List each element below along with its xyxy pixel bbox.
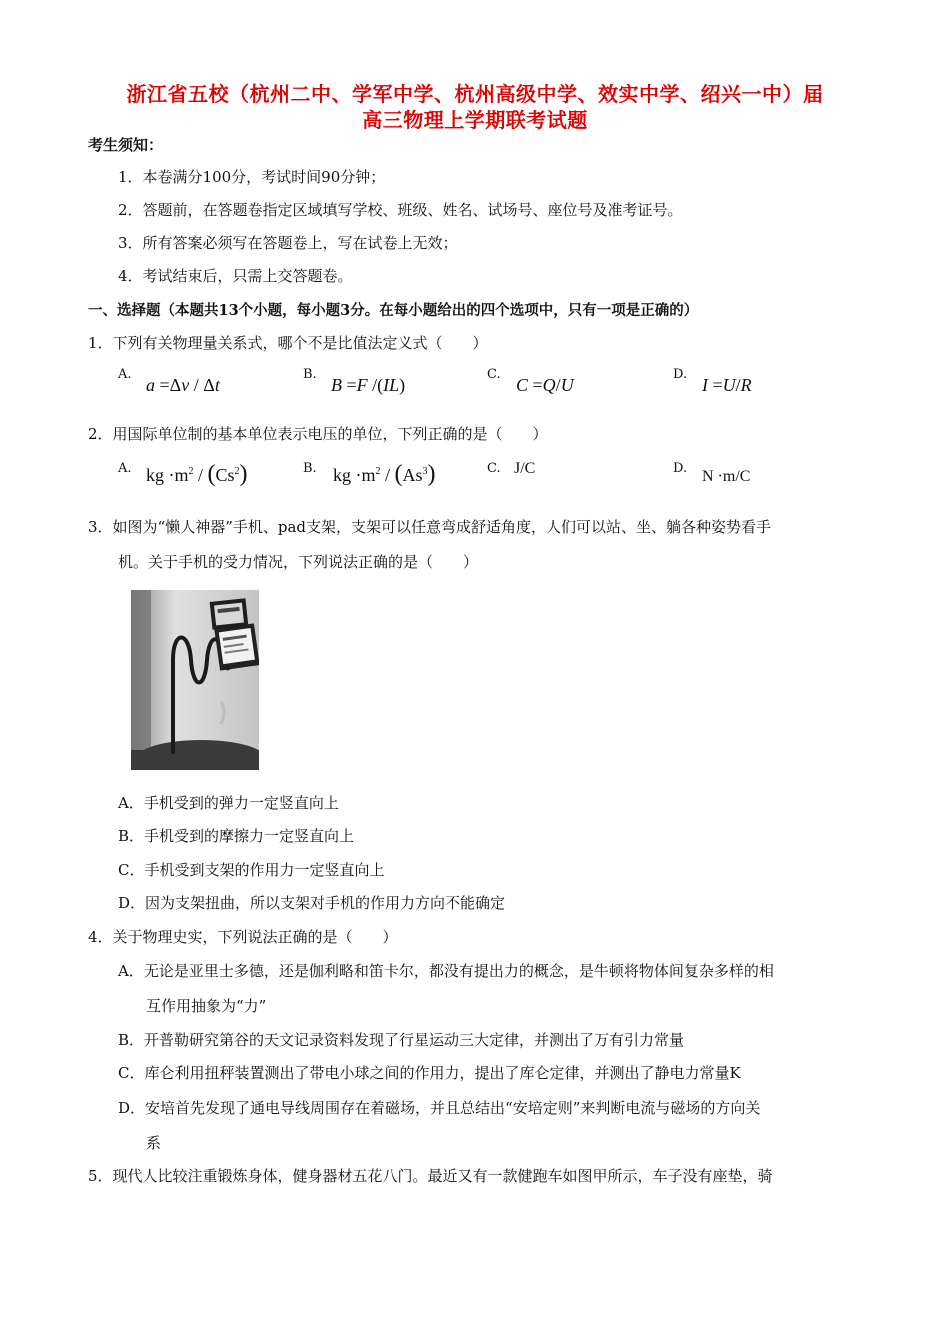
q2-formula-a: kg $\cdot m^2 / (Cs^2)$ — [146, 461, 248, 487]
q1-label-c: C. — [487, 367, 501, 382]
q1-label-d: D. — [673, 367, 688, 382]
q2-option-d: N ·m/C — [702, 468, 751, 485]
notice-heading: 考生须知： — [88, 136, 164, 154]
q3-option-b: B．手机受到的摩擦力一定竖直向上 — [118, 827, 355, 845]
q2-label-a: A. — [118, 461, 132, 476]
exam-title-line2: 高三物理上学期联考试题 — [362, 108, 588, 132]
q1-formula-c: C =Q/U — [516, 375, 574, 395]
q4-option-c: C．库仑利用扭秤装置测出了带电小球之间的作用力，提出了库仑定律，并测出了静电力常量K — [118, 1064, 741, 1082]
notice-item-1: 1．本卷满分100分，考试时间90分钟； — [118, 168, 386, 186]
notice-item-4: 4．考试结束后，只需上交答题卷。 — [118, 267, 353, 285]
q2-option-c: J/C — [514, 460, 536, 477]
q1-label-a: A. — [118, 367, 132, 382]
q2-formula-b: kg $\cdot m^2 / (As^3)$ — [333, 461, 436, 487]
q1-label-b: B. — [303, 367, 317, 382]
q2-label-c: C. — [487, 461, 501, 476]
q4-option-a-line1: A．无论是亚里士多德，还是伽利略和笛卡尔，都没有提出力的概念，是牛顿将物体间复杂多样的相 — [118, 962, 774, 980]
q3-stem-line2: 机。关于手机的受力情况，下列说法正确的是（ ） — [118, 553, 479, 571]
q2-label-b: B. — [303, 461, 317, 476]
q5-stem: 5．现代人比较注重锻炼身体，健身器材五花八门。最近又有一款健跑车如图甲所示，车子没有座垫，骑 — [88, 1167, 773, 1185]
q2-label-d: D. — [673, 461, 688, 476]
notice-item-3: 3．所有答案必须写在答题卷上，写在试卷上无效； — [118, 234, 458, 252]
q3-stem-line1: 3．如图为“懒人神器”手机、pad支架，支架可以任意弯成舒适角度，人们可以站、坐、躺各种姿势看手 — [88, 518, 772, 536]
q4-option-b: B．开普勒研究第谷的天文记录资料发现了行星运动三大定律，并测出了万有引力常量 — [118, 1031, 685, 1049]
q4-option-a-line2: 互作用抽象为“力” — [146, 997, 267, 1015]
q3-option-d: D．因为支架扭曲，所以支架对手机的作用力方向不能确定 — [118, 894, 506, 912]
q1-formula-b: B =F /(IL) — [331, 375, 406, 395]
q4-option-d-line2: 系 — [146, 1134, 162, 1152]
q2-stem: 2．用国际单位制的基本单位表示电压的单位，下列正确的是（ ） — [88, 425, 548, 443]
q4-stem: 4．关于物理史实，下列说法正确的是（ ） — [88, 928, 398, 946]
q1-formula-a: a =Δv / Δt — [146, 375, 220, 395]
q3-option-a: A．手机受到的弹力一定竖直向上 — [118, 794, 339, 812]
section-heading: 一、选择题（本题共13个小题，每小题3分。在每小题给出的四个选项中，只有一项是正确的） — [88, 302, 699, 319]
q4-option-d-line1: D．安培首先发现了通电导线周围存在着磁场，并且总结出“安培定则”来判断电流与磁场的方向关 — [118, 1099, 761, 1117]
q1-formula-d: I =U/R — [702, 375, 752, 395]
phone-holder-photo — [131, 590, 259, 770]
notice-item-2: 2．答题前，在答题卷指定区域填写学校、班级、姓名、试场号、座位号及准考证号。 — [118, 201, 683, 219]
exam-title-line1: 浙江省五校（杭州二中、学军中学、杭州高级中学、效实中学、绍兴一中）届 — [126, 82, 824, 106]
q1-stem: 1．下列有关物理量关系式，哪个不是比值法定义式（ ） — [88, 334, 488, 352]
q3-option-c: C．手机受到支架的作用力一定竖直向上 — [118, 861, 385, 879]
